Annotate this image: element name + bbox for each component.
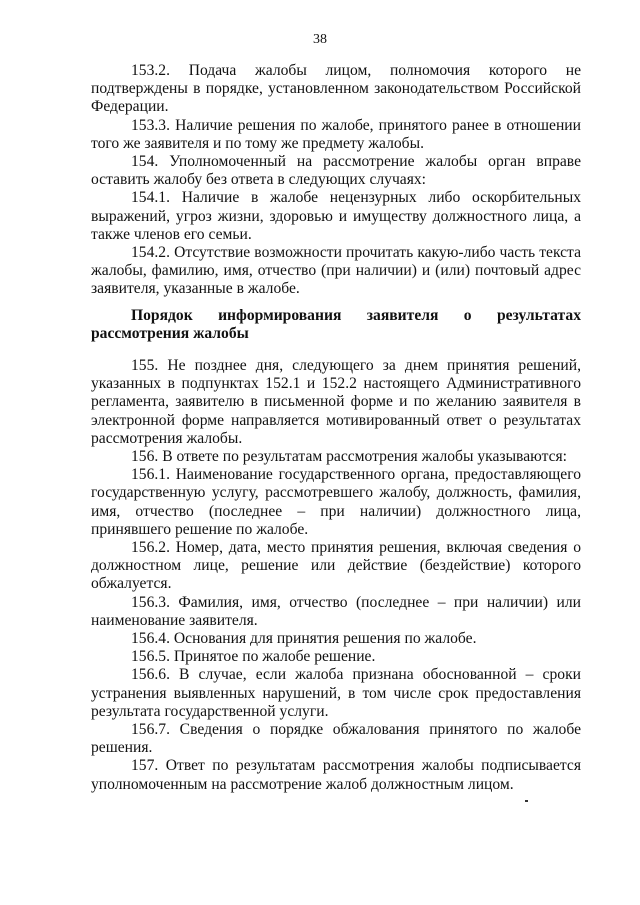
- paragraph-156-4: 156.4. Основания для принятия решения по жалобе.: [131, 630, 477, 648]
- page-number: 38: [313, 32, 327, 47]
- scan-speck: [525, 800, 528, 802]
- paragraph-156-3: 156.3. Фамилия, имя, отчество (последнее – при наличии) или наименование заявителя.: [91, 593, 581, 629]
- paragraph-156-7: 156.7. Сведения о порядке обжалования принятого по жалобе решения.: [91, 721, 581, 757]
- paragraph-154: 154. Уполномоченный на рассмотрение жалобы орган вправе оставить жалобу без ответа в следующих случаях:: [91, 153, 581, 189]
- bottom-text-block: [91, 357, 581, 794]
- paragraph-156-6: 156.6. В случае, если жалоба признана обоснованной – сроки устранения выявленных нарушений, в том числе срок предоставления результата государственной услуги.: [91, 666, 581, 720]
- paragraph-156-2: 156.2. Номер, дата, место принятия решения, включая сведения о должностном лице, решение или действие (бездействие) которого обжалуется.: [91, 539, 581, 593]
- paragraph-154-1: 154.1. Наличие в жалобе нецензурных либо оскорбительных выражений, угроз жизни, здоровью и имуществу должностного лица, а также членов его семьи.: [91, 189, 581, 243]
- top-text-block: [91, 62, 581, 299]
- paragraph-156-1: 156.1. Наименование государственного органа, предоставляющего государственную услугу, рассмотревшего жалобу, должность, фамилия, имя, отчество (последнее – при наличии) должностного лица, принявшего решение по жалобе.: [91, 466, 581, 538]
- section-heading: Порядок информирования заявителя о результатах рассмотрения жалобы: [91, 307, 581, 343]
- paragraph-153-2: 153.2. Подача жалобы лицом, полномочия которого не подтверждены в порядке, установленном законодательством Российской Федерации.: [91, 62, 581, 116]
- paragraph-156-5: 156.5. Принятое по жалобе решение.: [131, 648, 376, 666]
- paragraph-157: 157. Ответ по результатам рассмотрения жалобы подписывается уполномоченным на рассмотрение жалоб должностным лицом.: [91, 757, 581, 793]
- paragraph-154-2: 154.2. Отсутствие возможности прочитать какую-либо часть текста жалобы, фамилию, имя, отчество (при наличии) и (или) почтовый адрес заявителя, указанные в жалобе.: [91, 244, 581, 298]
- paragraph-155: 155. Не позднее дня, следующего за днем принятия решений, указанных в подпунктах 152.1 и 152.2 настоящего Административного регламента, заявителю в письменной форме и по желанию заявителя в электронной форме направляется мотивированный ответ о результатах рассмотрения жалобы.: [91, 357, 581, 447]
- paragraph-156: 156. В ответе по результатам рассмотрения жалобы указываются:: [131, 448, 567, 466]
- paragraph-153-3: 153.3. Наличие решения по жалобе, принятого ранее в отношении того же заявителя и по тому же предмету жалобы.: [91, 116, 581, 152]
